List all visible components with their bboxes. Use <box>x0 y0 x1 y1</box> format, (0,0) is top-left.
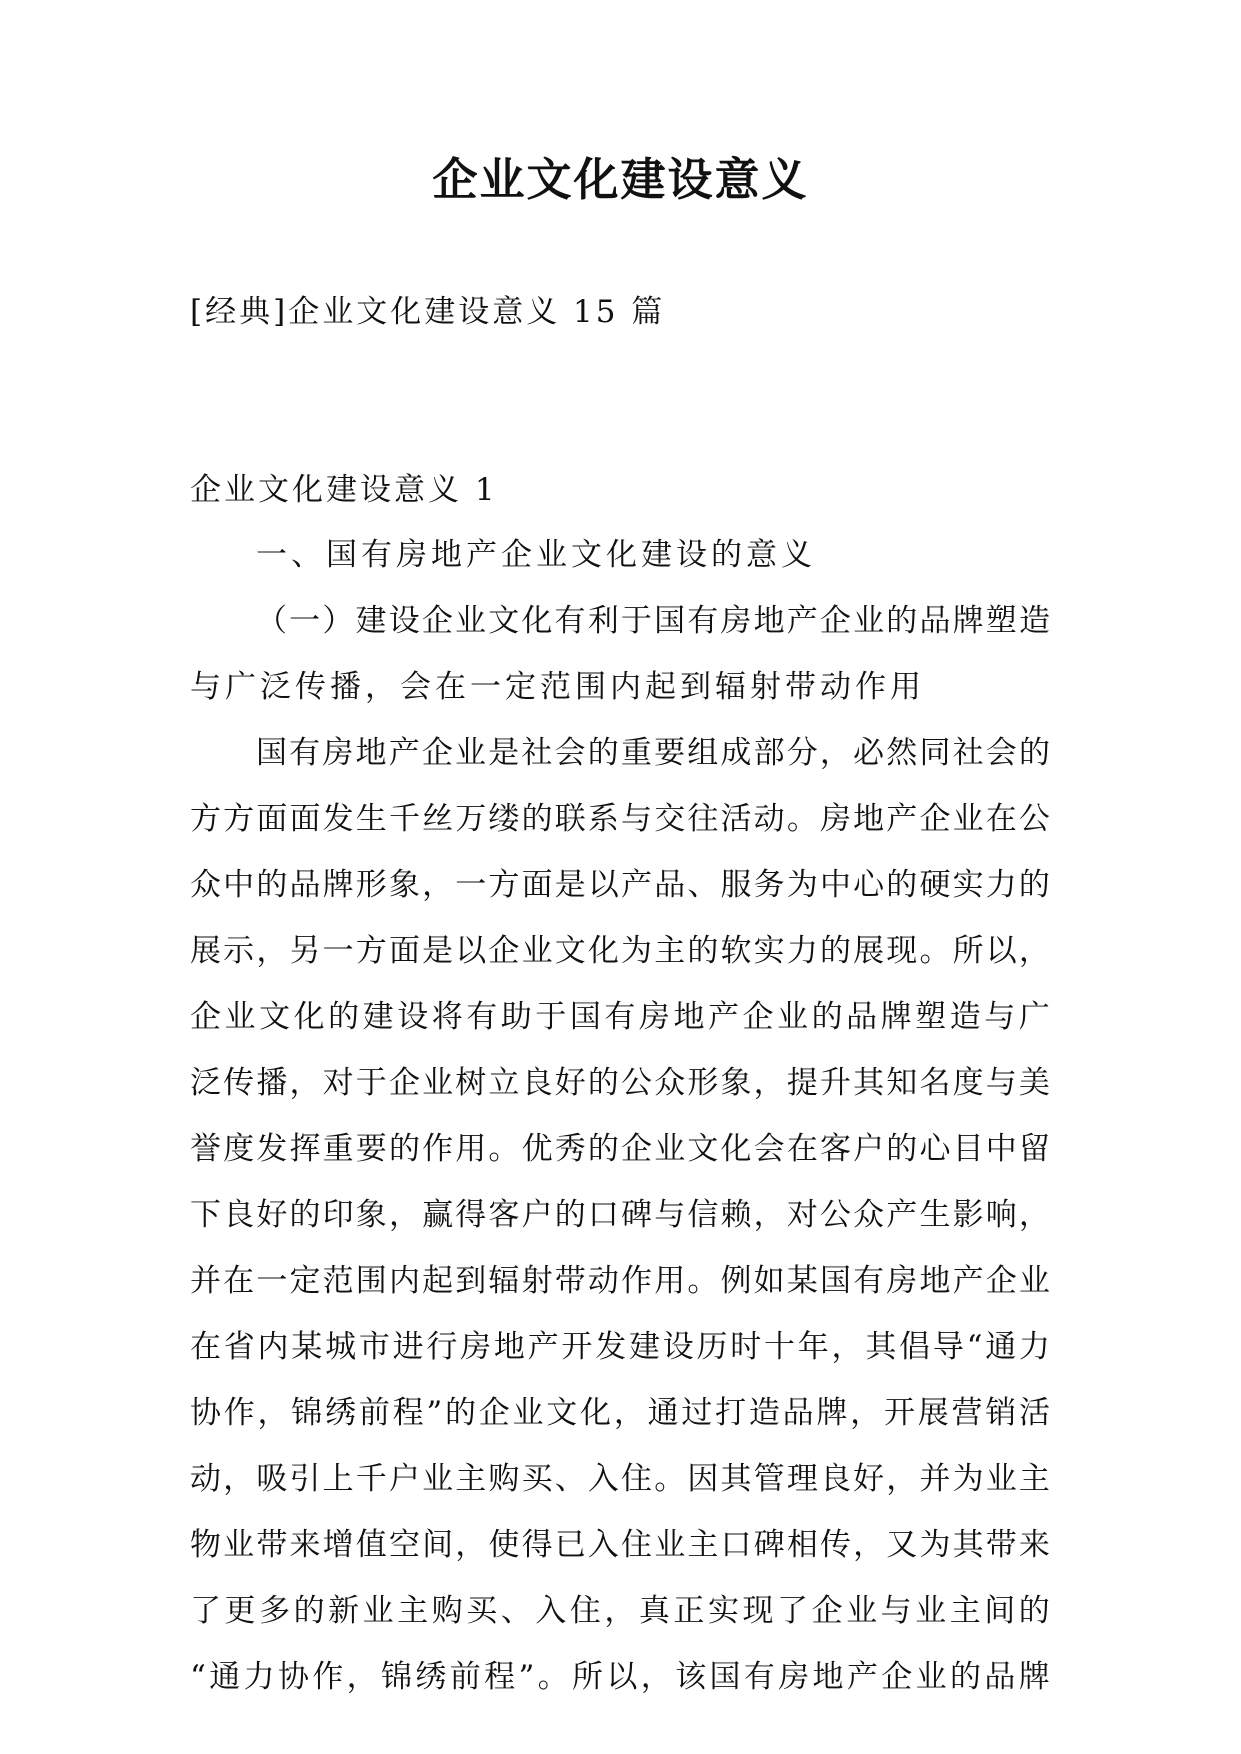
body-line: 协 作 ， 锦 绣 前 程 ” 的 企 业 文 化 ， 通 过 打 造 品 牌 ， 开 展 营 销 活 <box>190 1395 1050 1431</box>
body-text <box>190 522 1050 1710</box>
body-line: 方 方 面 面 发 生 千 丝 万 缕 的 联 系 与 交 往 活 动 。 房 地 产 企 业 在 公 <box>190 801 1050 837</box>
body-line: 物 业 带 来 增 值 空 间 ， 使 得 已 入 住 业 主 口 碑 相 传 ， 又 为 其 带 来 <box>190 1527 1050 1563</box>
body-line: 展 示 ， 另 一 方 面 是 以 企 业 文 化 为 主 的 软 实 力 的 展 现 。 所 以 ， <box>190 933 1050 969</box>
section-heading: 企业文化建设意义 1 <box>190 472 498 508</box>
document-title: 企业文化建设意义 <box>432 153 809 206</box>
body-line: 并 在 一 定 范 围 内 起 到 辐 射 带 动 作 用 。 例 如 某 国 有 房 地 产 企 业 <box>190 1263 1050 1299</box>
body-line: 一 、 国 有 房 地 产 企 业 文 化 建 设 的 意 义 <box>256 537 816 573</box>
body-line: 下 良 好 的 印 象 ， 赢 得 客 户 的 口 碑 与 信 赖 ， 对 公 众 产 生 影 响 ， <box>190 1197 1050 1233</box>
body-line: 誉 度 发 挥 重 要 的 作 用 。 优 秀 的 企 业 文 化 会 在 客 户 的 心 目 中 留 <box>190 1131 1050 1167</box>
body-line: （ 一 ） 建 设 企 业 文 化 有 利 于 国 有 房 地 产 企 业 的 品 牌 塑 造 <box>256 603 1050 639</box>
body-line: 了 更 多 的 新 业 主 购 买 、 入 住 ， 真 正 实 现 了 企 业 与 业 主 间 的 <box>190 1593 1050 1629</box>
body-line: 众 中 的 品 牌 形 象 ， 一 方 面 是 以 产 品 、 服 务 为 中 心 的 硬 实 力 的 <box>190 867 1050 903</box>
document-subtitle: [经典]企业文化建设意义 15 篇 <box>190 294 666 330</box>
body-line: 企 业 文 化 的 建 设 将 有 助 于 国 有 房 地 产 企 业 的 品 牌 塑 造 与 广 <box>190 999 1050 1035</box>
body-line: 国 有 房 地 产 企 业 是 社 会 的 重 要 组 成 部 分 ， 必 然 同 社 会 的 <box>256 735 1050 771</box>
body-line: “ 通 力 协 作 ， 锦 绣 前 程 ” 。 所 以 ， 该 国 有 房 地 产 企 业 的 品 牌 <box>190 1659 1050 1695</box>
body-line: 与 广 泛 传 播 ， 会 在 一 定 范 围 内 起 到 辐 射 带 动 作 用 <box>190 669 925 705</box>
body-line: 泛 传 播 ， 对 于 企 业 树 立 良 好 的 公 众 形 象 ， 提 升 其 知 名 度 与 美 <box>190 1065 1050 1101</box>
body-line: 在 省 内 某 城 市 进 行 房 地 产 开 发 建 设 历 时 十 年 ， 其 倡 导 “ 通 力 <box>190 1329 1050 1365</box>
body-line: 动 ， 吸 引 上 千 户 业 主 购 买 、 入 住 。 因 其 管 理 良 好 ， 并 为 业 主 <box>190 1461 1050 1497</box>
